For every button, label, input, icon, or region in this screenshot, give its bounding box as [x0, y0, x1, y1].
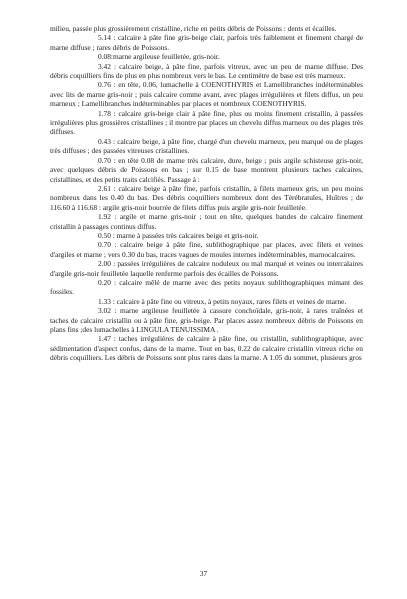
paragraph: 0.20 : calcaire mêlé de marne avec des petits noyaux sublithographiques mimant des fossiles.: [50, 277, 363, 297]
paragraph: 0.43 : calcaire beige, à pâte fine, chargé d'un chevelu marneux, peu marqué ou de plages très diffuses ; des passées vitreuses cristallines.: [50, 136, 363, 156]
paragraph: 0.70 : en tête 0.08 de marne très calcaire, dure, beige ; puis argile schisteuse gris-noir, avec quelques débris de Poissons en bas ; sur 0.15 de base montrent plusieurs taches calcaires, cristallines, et des petits traits calcifiés. Passage à :: [50, 155, 363, 184]
paragraph: 1.78 : calcaire gris-beige clair à pâte fine, plus ou moins finement cristallin, à passées irrégulières plus grossières cristallines ; il montre par places un chevelu diffus marneux ou des plages très diffuses.: [50, 108, 363, 137]
paragraph: 2.00 : passées irrégulières de calcaire noduleux ou mal marqué et veines ou intercalaires d'argile gris-noir feuilletée laquelle renferme parfois des écailles de Poissons.: [50, 259, 363, 278]
paragraph: 0.50 : marne à passées très calcaires beige et gris-noir.: [98, 230, 259, 240]
paragraph: milieu, passée plus grossièrement cristalline, riche en petits débris de Poissons : dents et écailles.: [50, 24, 337, 33]
paragraph: 1.47 : taches irrégulières de calcaire à pâte fine, ou cristallin, sublithographique, avec sédimentation d'aspect confus, dans de la marne. Tout en bas, 0.22 de calcaire cristallin vitreux riche en débris coquilliers. Les débris de Poissons sont plus rares dans la marne. A 1.05 du sommet, plusieurs gros: [50, 334, 363, 363]
paragraph: 3.42 : calcaire beige, à pâte fine, parfois vitreux, avec un peu de marne diffuse. Des débris coquilliers fins de plus en plus nombreux vers le bas. Le centimètre de base est très marneux.: [50, 61, 363, 81]
paragraph: 0.70 : calcaire beige à pâte fine, sublithographique par places, avec filets et veines d'argiles et marne ; vers 0.30 du bas, traces vagues de moules internes indéterminables, marnocalcaires.: [50, 240, 363, 259]
paragraph: 1.33 : calcaire à pâte fine ou vitreux, à petits noyaux, rares filets et veines de marne.: [98, 296, 347, 306]
paragraph: 0.08:marne argileuse feuilletée, gris-noir.: [98, 52, 220, 62]
paragraph: 1.92 : argile et marne gris-noir ; tout en tête, quelques bandes de calcaire finement cristallin à passages continus diffus.: [50, 212, 363, 231]
body-text: [50, 24, 363, 363]
paragraph: 2.61 : calcaire beige à pâte fine, parfois cristallin, à filets marneux gris, un peu moins nombreux dans les 0.40 du bas. Des débris coquilliers nombreux dont des Térébratules, Huîtres ; de 116.60 à 116.68 : argile gris-noir bourrée de filets diffus puis argile gris-noir feuilletée.: [50, 183, 363, 212]
page-number: 37: [199, 569, 208, 578]
paragraph: 5.14 : calcaire à pâte fine gris-beige clair, parfois très faiblement et finement chargé de marne diffuse ; rares débris de Poissons.: [50, 33, 363, 52]
paragraph: 3.02 : marne argileuse feuilletée à cassure conchoïdale, gris-noir, à rares traînées et taches de calcaire cristallin ou à pâte fine, gris-beige. Par places assez nombreux débris de Poissons en plans fins ;des lumachelles à LINGULA TENUISSIMA .: [50, 306, 363, 334]
paragraph: 0.76 : en tête, 0.06, lumachelle à COENOTHYRIS et Lamellibranches indéterminables avec lits de marne gris-noir ; puis calcaire comme avant, avec plages irrégulières et filets diffus, un peu marneux ; Lamellibranches indéterminables par places et nombreux COENOTHYRIS.: [50, 80, 363, 109]
